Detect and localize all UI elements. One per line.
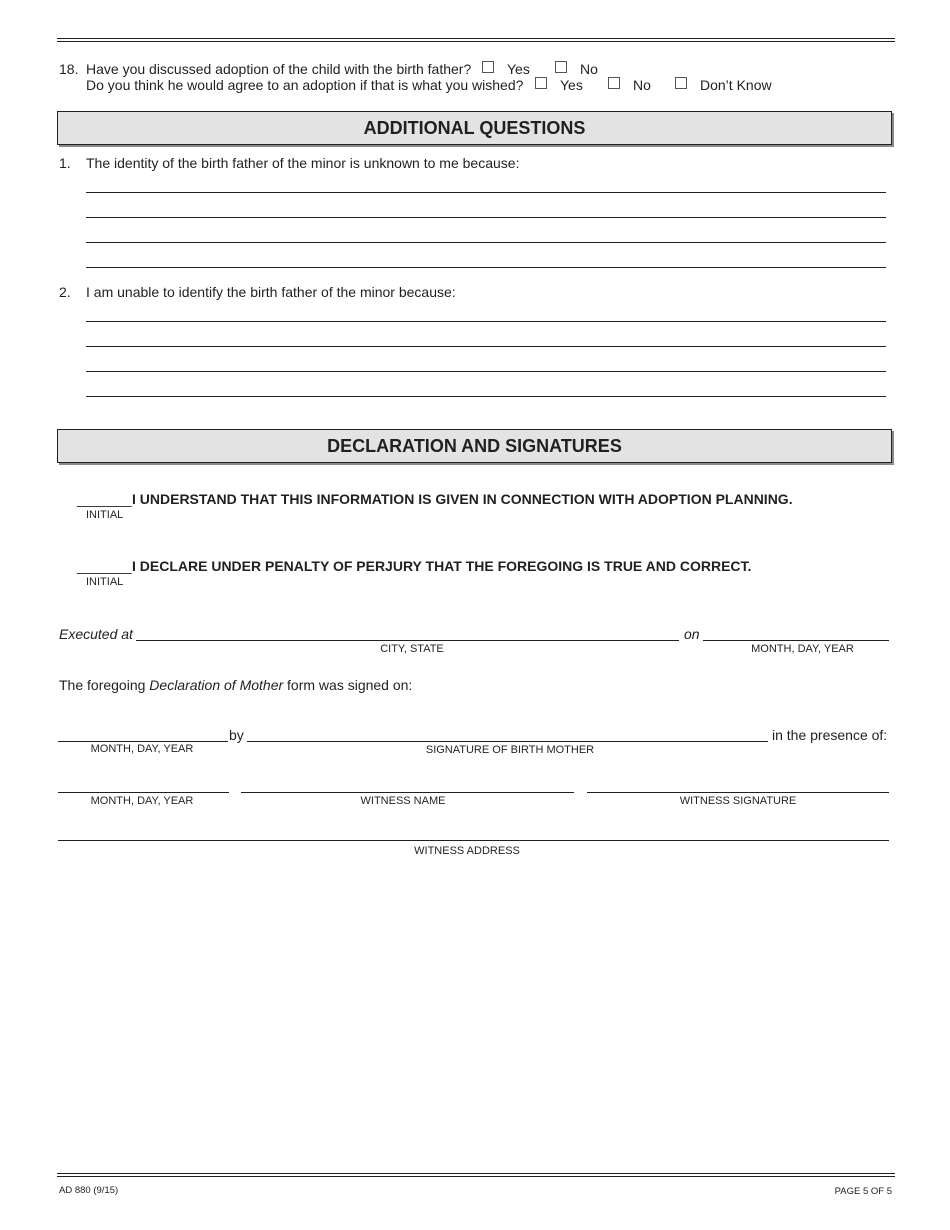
executed-at-label: Executed at [59,626,133,642]
initial-label-1: INITIAL [86,509,124,521]
q18-question-1: Have you discussed adoption of the child with the birth father? [86,61,472,77]
item-2-text: I am unable to identify the birth father of the minor because: [86,284,456,300]
witness-date-field[interactable] [58,792,229,793]
q18-2-no-checkbox[interactable] [608,77,620,89]
q18-1-yes-checkbox[interactable] [482,61,494,73]
city-state-field[interactable] [136,640,679,641]
page-number: PAGE 5 OF 5 [834,1186,892,1197]
item-2-number: 2. [59,284,71,300]
witness-signature-label: WITNESS SIGNATURE [679,795,797,807]
signed-on-text [59,677,412,693]
signed-date-label: MONTH, DAY, YEAR [90,743,194,755]
q18-2-no-label: No [633,77,651,93]
city-state-label: CITY, STATE [380,643,444,655]
q18-2-dont-know-checkbox[interactable] [675,77,687,89]
initial-blank-1[interactable]: _______ [77,491,132,507]
item-1-text: The identity of the birth father of the minor is unknown to me because: [86,155,520,171]
executed-date-field[interactable] [703,640,889,641]
bottom-rule [57,1173,895,1177]
on-label: on [684,626,700,642]
item-1-answer-line-3[interactable] [86,242,886,243]
witness-date-label: MONTH, DAY, YEAR [90,795,194,807]
witness-name-label: WITNESS NAME [360,795,446,807]
q18-1-no-label: No [580,61,598,77]
q18-2-yes-label: Yes [560,77,583,93]
statement-1: I UNDERSTAND THAT THIS INFORMATION IS GIVEN IN CONNECTION WITH ADOPTION PLANNING. [132,491,793,507]
item-2-answer-line-2[interactable] [86,346,886,347]
signed-on-form-name: Declaration of Mother [149,677,284,693]
item-1-number: 1. [59,155,71,171]
executed-date-label: MONTH, DAY, YEAR [751,643,854,655]
item-2-answer-line-1[interactable] [86,321,886,322]
additional-questions-header [57,111,892,145]
q18-1-yes-label: Yes [507,61,530,77]
additional-questions-title: ADDITIONAL QUESTIONS [363,117,586,138]
q18-number: 18. [59,61,79,77]
q18-question-2: Do you think he would agree to an adoption if that is what you wished? [86,77,524,93]
item-2-answer-line-3[interactable] [86,371,886,372]
statement-2: I DECLARE UNDER PENALTY OF PERJURY THAT THE FOREGOING IS TRUE AND CORRECT. [132,558,752,574]
witness-name-field[interactable] [241,792,574,793]
q18-1-no-checkbox[interactable] [555,61,567,73]
item-1-answer-line-4[interactable] [86,267,886,268]
initial-label-2: INITIAL [86,576,124,588]
initial-blank-2[interactable]: _______ [77,558,132,574]
form-id: AD 880 (9/15) [59,1185,119,1196]
declaration-header [57,429,892,463]
top-rule [57,38,895,42]
q18-2-dont-know-label: Don’t Know [700,77,772,93]
witness-address-field[interactable] [58,840,889,841]
item-2-answer-line-4[interactable] [86,396,886,397]
birth-mother-signature-label: SIGNATURE OF BIRTH MOTHER [425,744,595,756]
in-presence-label: in the presence of: [772,727,888,743]
declaration-title: DECLARATION AND SIGNATURES [327,435,622,456]
signed-date-field[interactable] [58,741,228,742]
item-1-answer-line-2[interactable] [86,217,886,218]
signed-on-prefix: The foregoing [59,677,150,693]
by-label: by [229,727,244,743]
q18-2-yes-checkbox[interactable] [535,77,547,89]
witness-signature-field[interactable] [587,792,889,793]
birth-mother-signature-field[interactable] [247,741,768,742]
signed-on-suffix: form was signed on: [283,677,413,693]
item-1-answer-line-1[interactable] [86,192,886,193]
witness-address-label: WITNESS ADDRESS [414,845,520,857]
